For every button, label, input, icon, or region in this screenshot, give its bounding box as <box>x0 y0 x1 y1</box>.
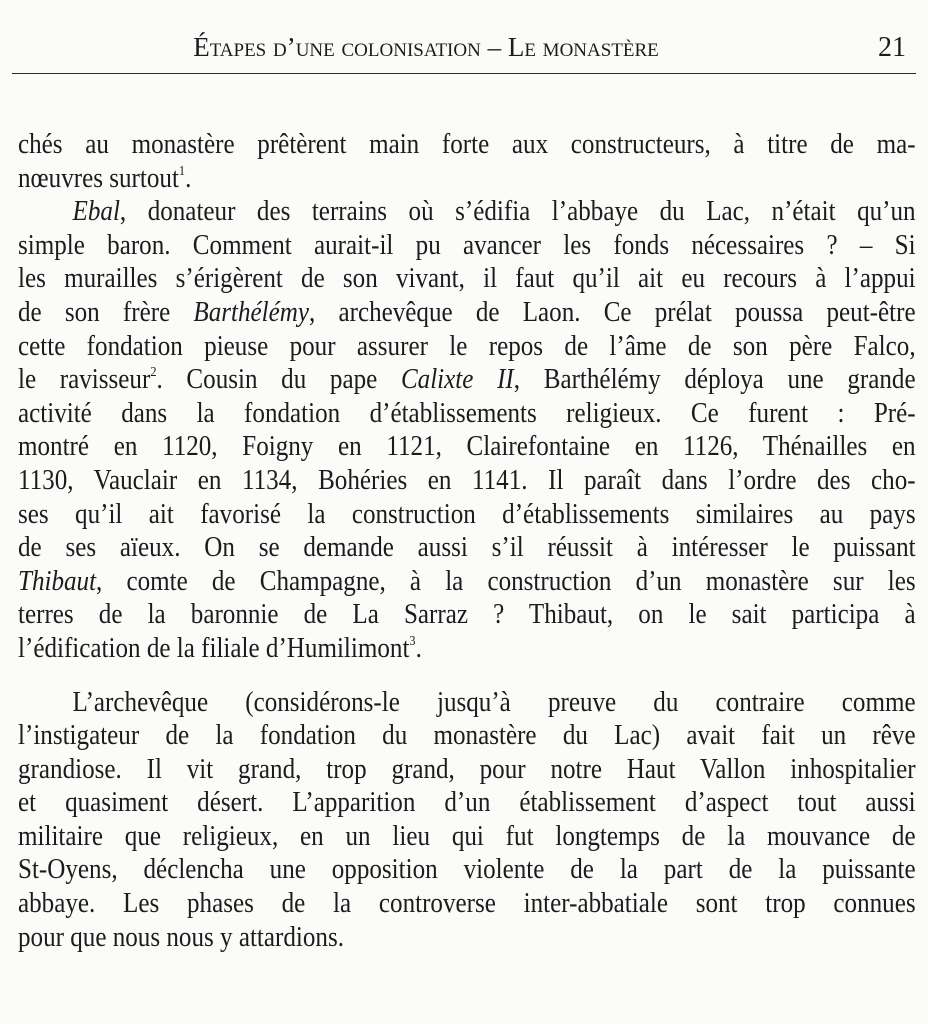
text-run: , comte de Champagne, à la construction d’un monastère sur les <box>96 565 916 597</box>
footnote-marker: 3 <box>409 633 416 649</box>
text-run: grandiose. Il vit grand, trop grand, pour notre Haut Vallon inhospitalier <box>18 753 916 785</box>
text-run: activité dans la fondation d’établissements religieux. Ce furent : Pré- <box>18 397 916 429</box>
text-line <box>18 195 916 229</box>
text-run: simple baron. Comment aurait-il pu avancer les fonds nécessaires ? – Si <box>18 229 916 261</box>
text-line <box>18 397 916 431</box>
text-run: cette fondation pieuse pour assurer le repos de l’âme de son père Falco, <box>18 330 916 362</box>
text-run: pour que nous nous y attardions. <box>18 921 345 953</box>
footnote-marker: 1 <box>178 163 186 179</box>
text-line <box>18 820 916 854</box>
text-run: de ses aïeux. On se demande aussi s’il réussit à intéresser le puissant <box>18 532 916 564</box>
paragraph-1 <box>18 128 916 195</box>
italic-name: Ebal <box>72 196 120 228</box>
text-run: L’archevêque (considérons-le jusqu’à preuve du contraire comme <box>72 686 916 718</box>
text-run: 1130, Vauclair en 1134, Bohéries en 1141. Il paraît dans l’ordre des cho- <box>18 464 916 496</box>
text-run: ses qu’il ait favorisé la construction d’établissements similaires au pays <box>18 498 916 530</box>
page-number: 21 <box>878 32 906 63</box>
text-line <box>18 430 916 464</box>
running-header <box>12 32 916 72</box>
text-run: terres de la baronnie de La Sarraz ? Thibaut, on le sait participa à <box>18 599 916 631</box>
paragraph-2 <box>18 195 916 665</box>
text-line <box>18 531 916 565</box>
text-line <box>18 719 916 753</box>
running-title: Étapes d’une colonisation – Le monastère <box>193 32 659 62</box>
italic-name: Thibaut <box>18 565 97 597</box>
text-line <box>18 632 916 666</box>
text-line <box>18 363 916 397</box>
text-run: l’édification de la filiale d’Humilimont <box>18 632 410 664</box>
text-line <box>18 598 916 632</box>
body-text <box>18 128 916 954</box>
italic-name: Barthélémy <box>193 296 310 328</box>
text-line <box>18 162 916 196</box>
text-line <box>18 262 916 296</box>
text-run: . Cousin du pape <box>156 364 401 396</box>
text-run: le ravisseur <box>18 364 151 396</box>
text-line <box>18 464 916 498</box>
footnote-marker: 2 <box>150 365 157 381</box>
text-run: . <box>185 162 192 194</box>
text-run: , donateur des terrains où s’édifia l’abbaye du Lac, n’était qu’un <box>119 196 916 228</box>
text-line <box>18 565 916 599</box>
text-run: , Barthélémy déploya une grande <box>513 364 916 396</box>
text-line <box>18 853 916 887</box>
text-run: et quasiment désert. L’apparition d’un établissement d’aspect tout aussi <box>18 787 916 819</box>
book-page <box>12 0 916 1024</box>
text-run: militaire que religieux, en un lieu qui fut longtemps de la mouvance de <box>18 820 916 852</box>
italic-name: Calixte II <box>400 364 514 396</box>
text-line <box>18 887 916 921</box>
text-line <box>18 229 916 263</box>
text-run: les murailles s’érigèrent de son vivant, il faut qu’il ait eu recours à l’appui <box>18 263 916 295</box>
text-line <box>18 786 916 820</box>
text-line <box>18 330 916 364</box>
text-line <box>18 753 916 787</box>
text-line <box>18 498 916 532</box>
paragraph-3 <box>18 686 916 955</box>
text-run: St-Oyens, déclencha une opposition violente de la part de la puissante <box>18 854 916 886</box>
text-line <box>18 921 916 955</box>
text-line <box>18 686 916 720</box>
text-run: de son frère <box>18 296 194 328</box>
text-run: chés au monastère prêtèrent main forte aux constructeurs, à titre de ma- <box>18 129 916 160</box>
text-run: abbaye. Les phases de la controverse inter-abbatiale sont trop connues <box>18 888 916 920</box>
text-run: nœuvres surtout <box>18 162 179 194</box>
text-run: . <box>415 632 422 664</box>
text-run: , archevêque de Laon. Ce prélat poussa peut-être <box>309 296 916 328</box>
text-line <box>18 296 916 330</box>
text-line <box>18 128 916 162</box>
text-run: montré en 1120, Foigny en 1121, Clairefontaine en 1126, Thénailles en <box>18 431 916 463</box>
text-run: l’instigateur de la fondation du monastère du Lac) avait fait un rêve <box>18 720 916 752</box>
header-rule <box>12 73 916 74</box>
